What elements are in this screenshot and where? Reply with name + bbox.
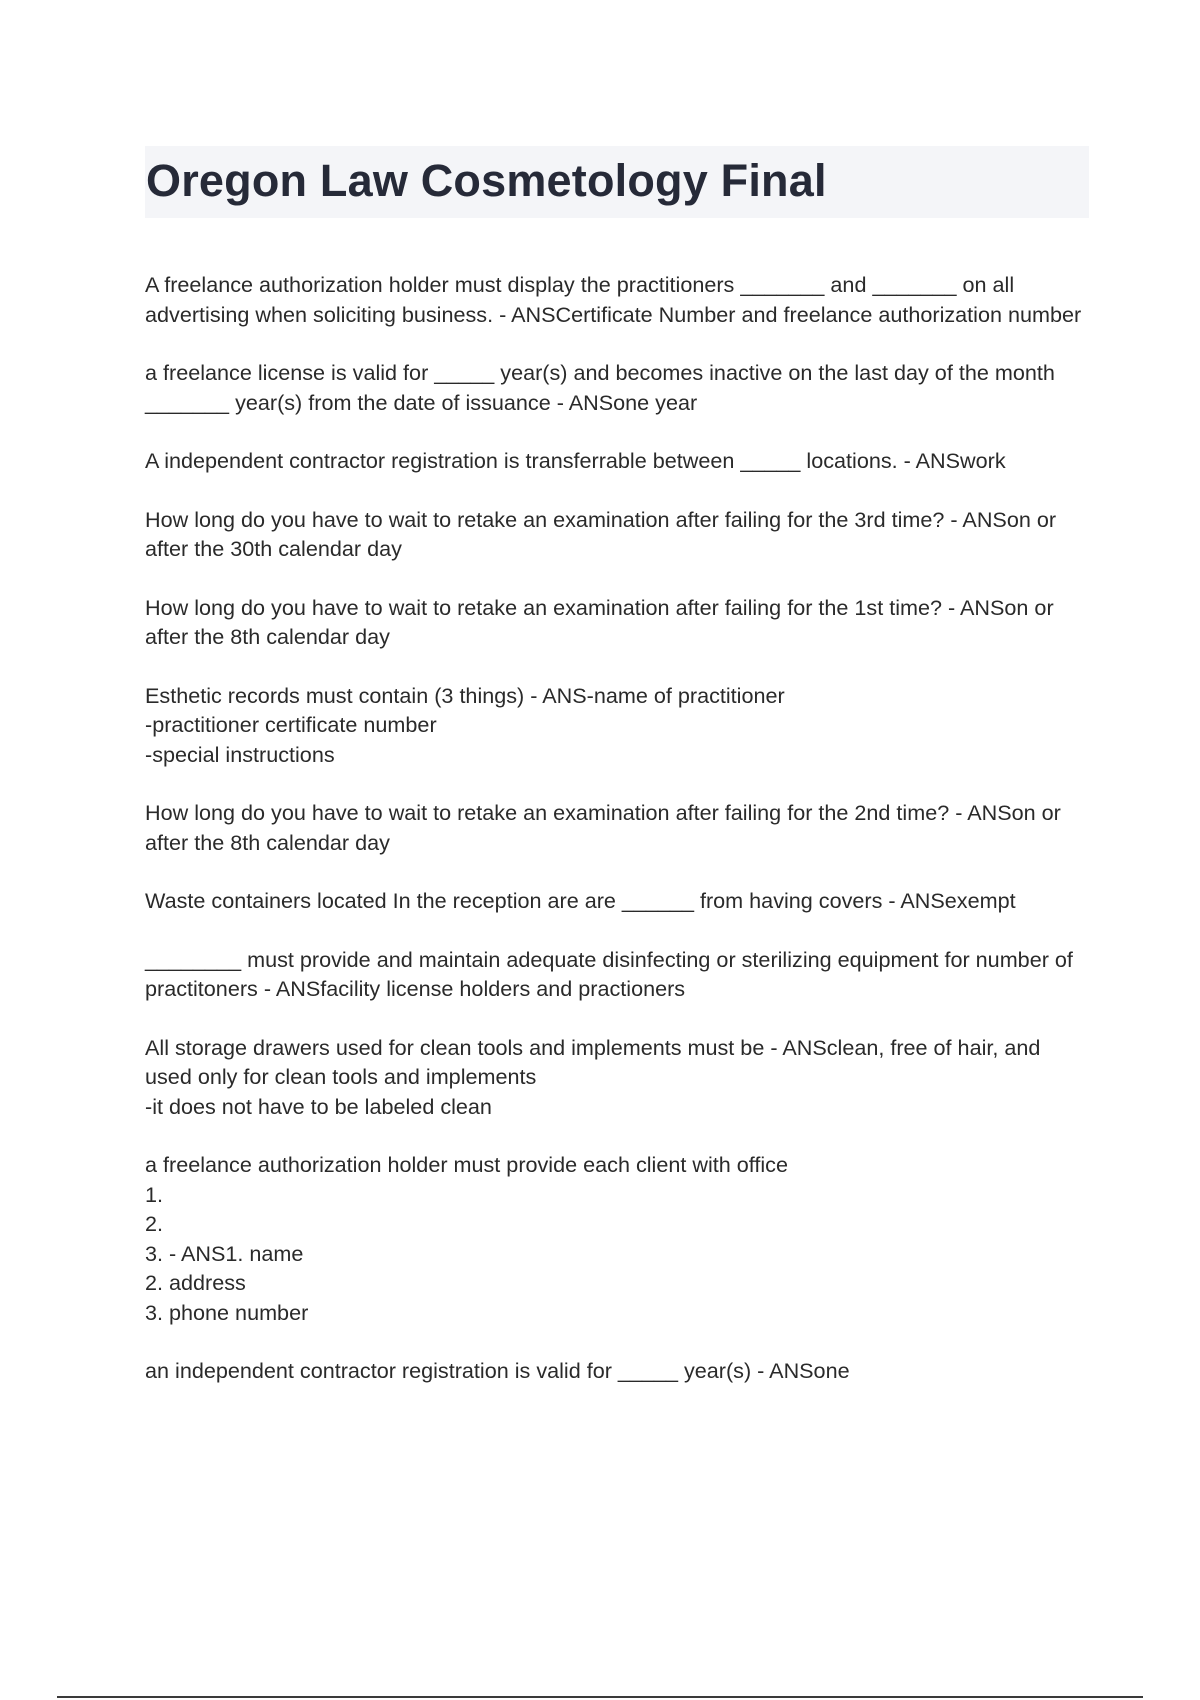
qa-item: All storage drawers used for clean tools and implements must be - ANSclean, free of hair, and used only for clean tools and implements -it does not have to be labeled clean [145, 1034, 1041, 1119]
qa-item: How long do you have to wait to retake an examination after failing for the 3rd time? - ANSon or after the 30th calendar day [145, 506, 1057, 561]
qa-item: a freelance authorization holder must provide each client with office 1. 2. 3. - ANS1. name 2. address 3. phone number [145, 1152, 788, 1325]
page-footer-rule [57, 1696, 1143, 1698]
qa-item: How long do you have to wait to retake an examination after failing for the 2nd time? - ANSon or after the 8th calendar day [145, 800, 1061, 855]
qa-item: A freelance authorization holder must display the practitioners _______ and _______ on all advertising when soliciting business. - ANSCertificate Number and freelance authorization number [145, 272, 1082, 327]
qa-item: Waste containers located In the reception are are ______ from having covers - ANSexempt [145, 888, 1016, 913]
qa-item: Esthetic records must contain (3 things) - ANS-name of practitioner -practitioner certificate number -special instructions [145, 682, 785, 767]
qa-item: a freelance license is valid for _____ year(s) and becomes inactive on the last day of the month _______ year(s) from the date of issuance - ANSone year [145, 360, 1055, 415]
qa-item: ________ must provide and maintain adequate disinfecting or sterilizing equipment for number of practitoners - ANSfacility license holders and practioners [145, 946, 1073, 1001]
page-title: Oregon Law Cosmetology Final [146, 155, 827, 206]
title-banner [145, 146, 1089, 218]
qa-list [145, 270, 1090, 1415]
qa-item: How long do you have to wait to retake an examination after failing for the 1st time? - ANSon or after the 8th calendar day [145, 594, 1054, 649]
qa-item: A independent contractor registration is transferrable between _____ locations. - ANSwork [145, 448, 1006, 473]
qa-item: an independent contractor registration is valid for _____ year(s) - ANSone [145, 1358, 850, 1383]
